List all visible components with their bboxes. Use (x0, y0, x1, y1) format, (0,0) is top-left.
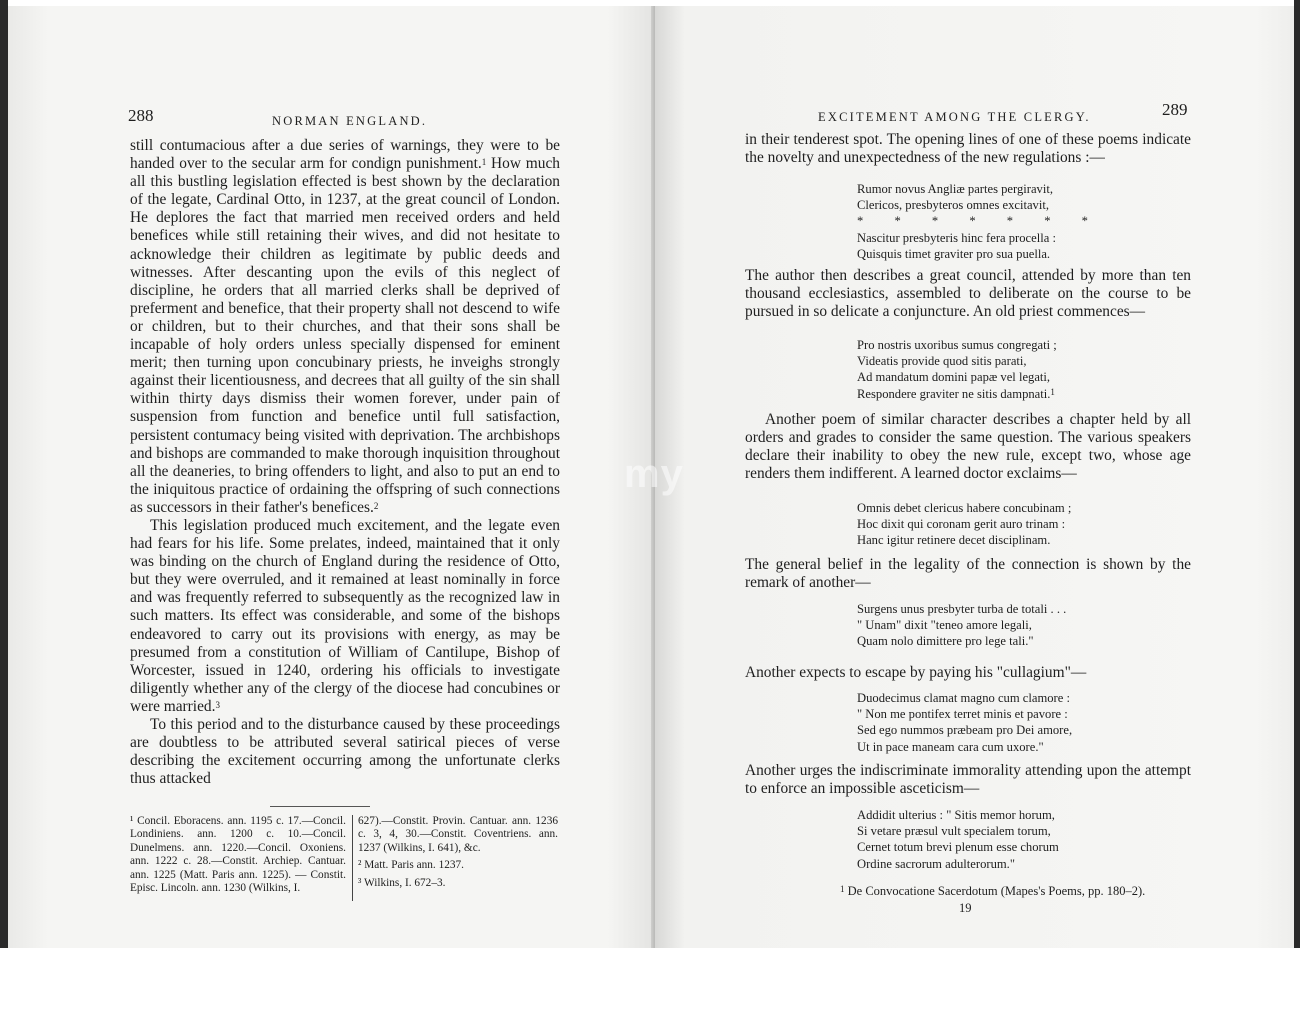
right-footnote: $^1$ De Convocatione Sacerdotum (Mapes's Poems, pp. 180–2). (840, 884, 1146, 898)
verse-5: Duodecimus clamat magno cum clamore : " Non me pontifex terret minis et pavore : Sed ego nummos præbeam pro Dei amore, Ut in pace maneam cara cum uxore." (857, 691, 1073, 754)
verse-3: Omnis debet clericus habere concubinam ; Hoc dixit qui coronam gerit auro trinam : Hanc igitur retinere decet disciplinam. (857, 501, 1072, 548)
right-paragraph-2: The author then describes a great council, attended by more than ten thousand ecclesiastics, assembled to deliberate on the course to be pursued in so delicate a conjuncture. An old priest commences— (745, 267, 1191, 321)
left-running-head: NORMAN ENGLAND. (272, 114, 428, 128)
bottom-band (0, 948, 1300, 1036)
verse-6: Addidit ulterius : " Sitis memor horum, Si vetare præsul vult specialem torum, Cernet totum brevi plenum esse chorum Ordine sacrorum adulterorum." (857, 808, 1059, 871)
left-paragraph-3: To this period and to the disturbance caused by these proceedings are doubtless to be attributed several satirical pieces of verse describing the excitement occurring among the unfortunate clerks thus attacked (130, 716, 560, 788)
right-intro-text: in their tenderest spot. The opening lines of one of these poems indicate the novelty and unexpectedness of the new regulations :— (745, 131, 1191, 167)
right-running-head: EXCITEMENT AMONG THE CLERGY. (818, 110, 1091, 124)
right-paragraph-3: Another poem of similar character describes a chapter held by all orders and grades to consider the same question. The various speakers declare their inability to obey the new rule, except two, whose age renders them indifferent. A learned doctor exclaims— (745, 411, 1191, 483)
left-edge-shadow (0, 0, 8, 948)
right-page-number: 289 (1162, 100, 1188, 119)
left-paragraph-2: This legislation produced much excitement, and the legate even had fears for his life. Some prelates, indeed, maintained that it only was binding on the church of England during the residence of Otto, but they were overruled, and it remained at least nominally in force and was frequently referred to subsequently as the recognized law in such matters. Its effect was considerable, and some of the bishops endeavored to carry out its provisions with energy, as may be presumed from a constitution of William of Cantilupe, Bishop of Worcester, issued in 1240, ordering his officials to investigate diligently whether any of the clergy of the diocese had concubines or were married.$^3$ (130, 516, 560, 715)
left-footnote-col-2: 627).—Constit. Provin. Cantuar. ann. 1236 c. 3, 4, 30.—Constit. Coventriens. ann. 1237 (Wilkins, I. 641), &c. ² Matt. Paris ann. 1237. ³ Wilkins, I. 672–3. (358, 815, 558, 889)
left-paragraph-1: still contumacious after a due series of warnings, they were to be handed over to the secular arm for condign punishment.$^1$ How much all this bustling legislation effected is best shown by the declaration of the legate, Cardinal Otto, in 1237, at the great council of London. He deplores the fact that married men received orders and held benefices while still retaining their wives, and did not hesitate to acknowledge their children as legitimate by public deeds and witnesses. After descanting upon the evils of this neglect of discipline, he orders that all married clerks shall be deprived of preferment and benefice, that their property shall not descend to wife or children, but to their churches, and that their sons shall be incapable of holy orders unless specially dispensed for eminent merit; then turning upon concubinary priests, he inveighs strongly against their licentiousness, and decrees that all guilty of the sin shall within thirty days dismiss their women forever, under pain of suspension from function and benefice until full satisfaction, persistent contumacy being visited with deprivation. The archbishops and bishops are commanded to make thorough inquisition throughout all the deaneries, to bring offenders to light, and also to put an end to the iniquitous practice of ordaining the offspring of such connections as successors in their father's benefices.$^2$ (130, 137, 560, 516)
verse-1: Rumor novus Angliæ partes pergiravit, Clericos, presbyteros omnes excitavit, * * * * * * * Nascitur presbyteris hinc fera procella : Quisquis timet graviter pro sua puella. (857, 182, 1102, 261)
right-edge-shadow (1294, 0, 1300, 948)
verse-4: Surgens unus presbyter turba de totali . . . " Unam" dixit "teneo amore legali, Quam nolo dimittere pro lege tali." (857, 602, 1067, 649)
signature-mark: 19 (959, 901, 972, 915)
left-footnote-col-1: ¹ Concil. Eboracens. ann. 1195 c. 17.—Concil. Londiniens. ann. 1200 c. 10.—Concil. Dunelmens. ann. 1220.—Concil. Oxoniens. ann. 1222 c. 28.—Constit. Archiep. Cantuar. ann. 1225 (Matt. Paris ann. 1225). — Constit. Episc. Lincoln. ann. 1230 (Wilkins, I. (130, 815, 346, 895)
verse-2: Pro nostris uxoribus sumus congregati ; Videatis provide quod sitis parati, Ad mandatum domini papæ vel legati, Respondere graviter ne sitis dampnati.$^1$ (857, 338, 1057, 401)
right-paragraph-4: The general belief in the legality of the connection is shown by the remark of another— (745, 556, 1191, 592)
left-footnote-rule (270, 806, 370, 807)
right-paragraph-5: Another expects to escape by paying his "cullagium"— (745, 664, 1087, 681)
watermark-text: my (624, 452, 684, 496)
left-body-text (130, 137, 560, 788)
footnote-column-divider (352, 815, 353, 901)
right-paragraph-6: Another urges the indiscriminate immorality attending upon the attempt to enforce an impossible asceticism— (745, 762, 1191, 798)
left-page-number: 288 (128, 106, 154, 125)
